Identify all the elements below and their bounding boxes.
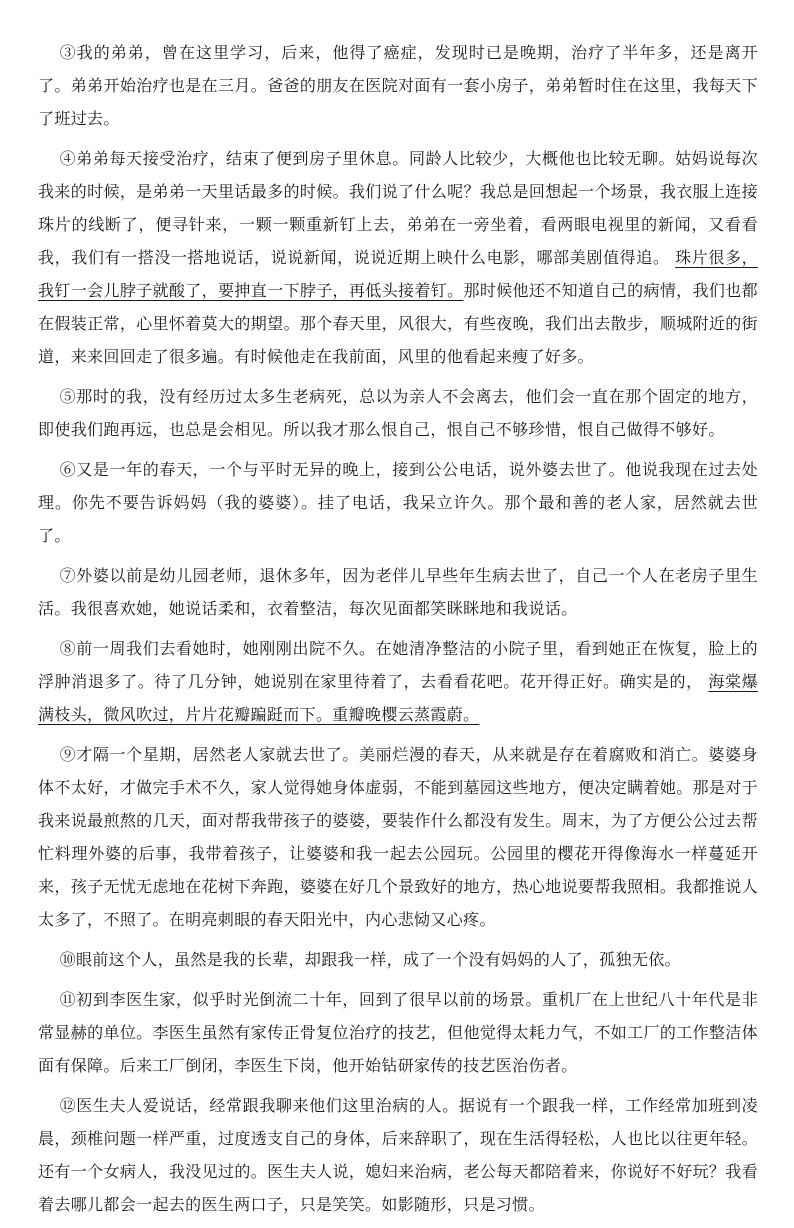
paragraph-text: ⑧前一周我们去看她时，她刚刚出院不久。在她清净整洁的小院子里，看到她正在恢复，脸上的浮肿消退多了。待了几分钟，她说别在家里待着了，去看看花吧。花开得正好。确实是的，: [38, 639, 758, 691]
paragraph-6: [38, 453, 758, 552]
paragraph-11: [38, 983, 758, 1082]
paragraph-9: [38, 738, 758, 936]
paragraph-text: ⑫医生夫人爱说话，经常跟我聊来他们这里治病的人。据说有一个跟我一样，工作经常加班到凌晨，颈椎问题一样严重，过度透支自己的身体，后来辞职了，现在生活得轻松，人也比以往更年轻。还有一个女病人，我没见过的。医生夫人说，媳妇来治病，老公每天都陪着来，你说好不好玩？我看着去哪儿都会一起去的医生两口子，只是笑笑。如影随形，只是习惯。: [38, 1096, 758, 1214]
paragraph-text: ⑨才隔一个星期，居然老人家就去世了。美丽烂漫的春天，从来就是存在着腐败和消亡。婆婆身体不太好，才做完手术不久，家人觉得她身体虚弱，不能到墓园这些地方，便决定瞒着她。那是对于我来说最煎熬的几天，面对帮我带孩子的婆婆，要装作什么都没有发生。周末，为了方便公公过去帮忙料理外婆的后事，我带着孩子，让婆婆和我一起去公园玩。公园里的樱花开得像海水一样蔓延开来，孩子无忧无虑地在花树下奔跑，婆婆在好几个景致好的地方，热心地说要帮我照相。我都推说人太多了，不照了。在明亮刺眼的春天阳光中，内心悲恸又心疼。: [38, 745, 758, 929]
paragraph-text: ⑦外婆以前是幼儿园老师，退休多年，因为老伴儿早些年生病去世了，自己一个人在老房子里生活。我很喜欢她，她说话柔和，衣着整洁，每次见面都笑眯眯地和我说话。: [38, 566, 758, 618]
paragraph-12: [38, 1089, 758, 1221]
paragraph-text: ⑥又是一年的春天，一个与平时无异的晚上，接到公公电话，说外婆去世了。他说我现在过去处理。你先不要告诉妈妈（我的婆婆）。挂了电话，我呆立许久。那个最和善的老人家，居然就去世了。: [38, 460, 758, 545]
underlined-sentence: 珠片很多，我钉一会儿脖子就酸了，要抻直一下脖子，再低头接着钉。: [38, 248, 758, 300]
paragraph-text: ⑩眼前这个人，虽然是我的长辈，却跟我一样，成了一个没有妈妈的人了，孤独无依。: [59, 950, 681, 969]
document-page: [38, 36, 758, 1228]
paragraph-4: [38, 142, 758, 373]
paragraph-7: [38, 559, 758, 625]
paragraph-text: ⑪初到李医生家，似乎时光倒流二十年，回到了很早以前的场景。重机厂在上世纪八十年代是非常显赫的单位。李医生虽然有家传正骨复位治疗的技艺，但他觉得太耗力气，不如工厂的工作整洁体面有保障。后来工厂倒闭，李医生下岗，他开始钻研家传的技艺医治伤者。: [38, 990, 758, 1075]
paragraph-8: [38, 632, 758, 731]
paragraph-text: ⑤那时的我，没有经历过太多生老病死，总以为亲人不会离去，他们会一直在那个固定的地方，即使我们跑再远，也总是会相见。所以我才那么恨自己，恨自己不够珍惜，恨自己做得不够好。: [38, 387, 758, 439]
paragraph-10: [38, 943, 758, 976]
paragraph-5: [38, 380, 758, 446]
underlined-sentence: 海棠爆满枝头，微风吹过，片片花瓣蹁跹而下。重瓣晚樱云蒸霞蔚。: [38, 672, 758, 724]
paragraph-text: ③我的弟弟，曾在这里学习，后来，他得了癌症，发现时已是晚期，治疗了半年多，还是离开了。弟弟开始治疗也是在三月。爸爸的朋友在医院对面有一套小房子，弟弟暂时住在这里，我每天下了班过去。: [38, 43, 758, 128]
paragraph-text: ④弟弟每天接受治疗，结束了便到房子里休息。同龄人比较少，大概他也比较无聊。姑妈说每次我来的时候，是弟弟一天里话最多的时候。我们说了什么呢？我总是回想起一个场景，我衣服上连接珠片的线断了，便寻针来，一颗一颗重新钉上去，弟弟在一旁坐着，看两眼电视里的新闻，又看看我，我们有一搭没一搭地说话，说说新闻，说说近期上映什么电影，哪部美剧值得追。: [38, 149, 758, 267]
paragraph-3: [38, 36, 758, 135]
paragraph-text: 那时候他还不知道自己的病情，我们也都在假装正常，心里怀着莫大的期望。那个春天里，风很大，有些夜晚，我们出去散步，顺城附近的街道，来来回回走了很多遍。有时候他走在我前面，风里的他看起来瘦了好多。: [38, 281, 758, 366]
